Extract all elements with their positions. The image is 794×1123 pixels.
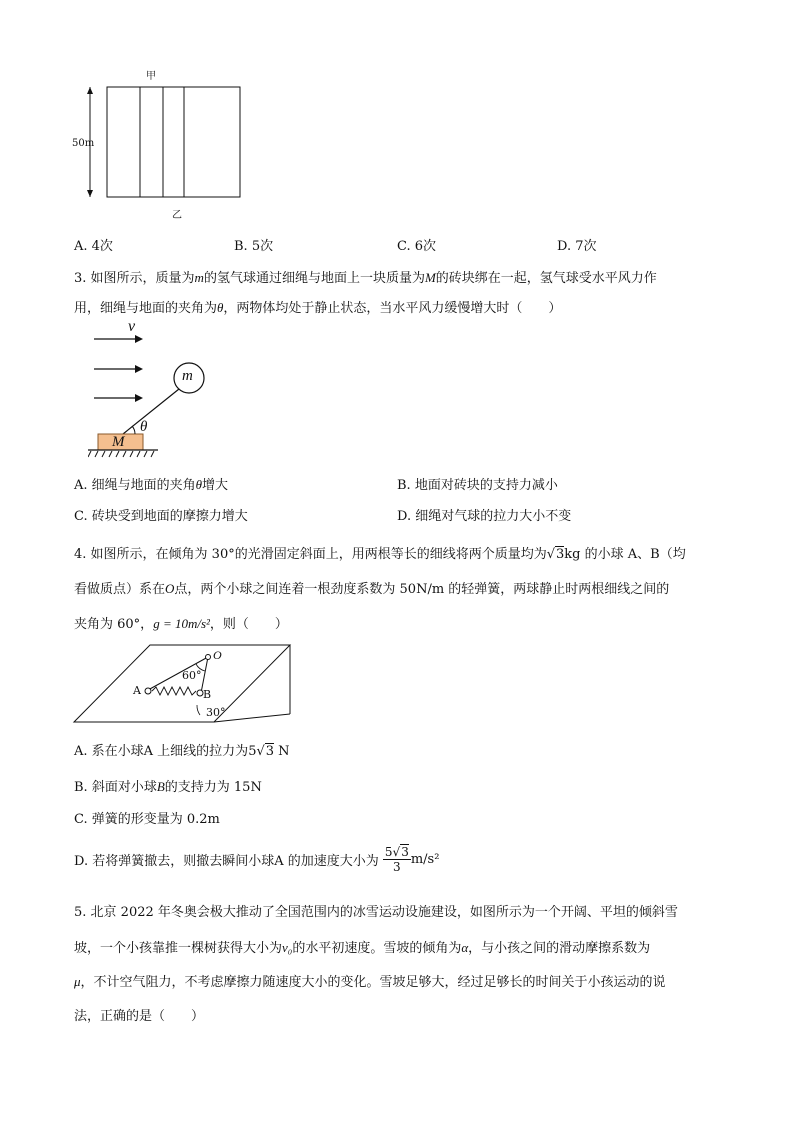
- figure-incline: [72, 642, 292, 726]
- label-30: 30°: [206, 706, 226, 719]
- figure-river: [70, 66, 250, 226]
- q5-line-1: 5. 北京 2022 年冬奥会极大推动了全国范围内的冰雪运动设施建设，如图所示为一个开阔、平坦的倾斜雪: [74, 905, 678, 920]
- q4-line-3: 夹角为 60°，g = 10m/s²，则（ ）: [74, 616, 288, 632]
- q5-line-4: 法，正确的是（ ）: [74, 1009, 205, 1024]
- label-theta: θ: [140, 419, 148, 435]
- q3-line-1: 3. 如图所示，质量为m的氢气球通过细绳与地面上一块质量为M的砖块绑在一起，氢气球受水平风力作: [74, 270, 657, 286]
- label-brick-M: M: [112, 434, 125, 450]
- figure-balloon: [88, 318, 228, 463]
- q4-line-1: 4. 如图所示，在倾角为 30°的光滑固定斜面上，用两根等长的细线将两个质量均为√3kg 的小球 A、B（均: [74, 547, 686, 562]
- label-B: B: [203, 688, 212, 701]
- q4-option-b: B. 斜面对小球B的支持力为 15N: [74, 779, 262, 795]
- q2-option-c: C. 6次: [397, 239, 437, 254]
- q5-line-2: 坡，一个小孩靠推一棵树获得大小为v₀的水平初速度。雪坡的倾角为α，与小孩之间的滑动摩擦系数为: [74, 940, 651, 956]
- q3-option-b: B. 地面对砖块的支持力减小: [397, 478, 558, 493]
- label-60: 60°: [182, 669, 202, 682]
- label-O: O: [213, 648, 222, 662]
- q3-option-d: D. 细绳对气球的拉力大小不变: [397, 509, 572, 524]
- q4-option-a: A. 系在小球A 上细线的拉力为5√3 N: [74, 744, 290, 759]
- q2-option-b: B. 5次: [234, 239, 274, 254]
- label-v: v: [128, 318, 136, 335]
- label-50m: 50m: [72, 138, 95, 149]
- q4-option-c: C. 弹簧的形变量为 0.2m: [74, 812, 220, 827]
- q4-option-d: D. 若将弹簧撤去，则撤去瞬间小球A 的加速度大小为 $\frac{5√3}{3}$ m/s²: [74, 845, 440, 874]
- label-jia: 甲: [146, 71, 156, 82]
- q5-line-3: μ，不计空气阻力，不考虑摩擦力随速度大小的变化。雪坡足够大，经过足够长的时间关于小孩运动的说: [74, 974, 666, 990]
- incline-diagram: [72, 642, 292, 726]
- q3-option-a: A. 细绳与地面的夹角θ增大: [74, 477, 229, 493]
- q2-option-d: D. 7次: [557, 239, 597, 254]
- fraction-accel: $\frac{5√3}{3}$: [384, 845, 409, 874]
- q3-line-2: 用，细绳与地面的夹角为θ，两物体均处于静止状态，当水平风力缓慢增大时（ ）: [74, 300, 562, 316]
- q3-option-c: C. 砖块受到地面的摩擦力增大: [74, 509, 248, 524]
- q4-line-2: 看做质点）系在O点，两个小球之间连着一根劲度系数为 50N/m 的轻弹簧，两球静止时两根细线之间的: [74, 581, 670, 597]
- label-balloon-m: m: [182, 368, 193, 384]
- label-A: A: [133, 684, 141, 697]
- balloon-diagram: [88, 318, 228, 463]
- label-yi: 乙: [172, 210, 182, 221]
- q2-option-a: A. 4次: [74, 239, 113, 254]
- river-diagram: [70, 66, 250, 226]
